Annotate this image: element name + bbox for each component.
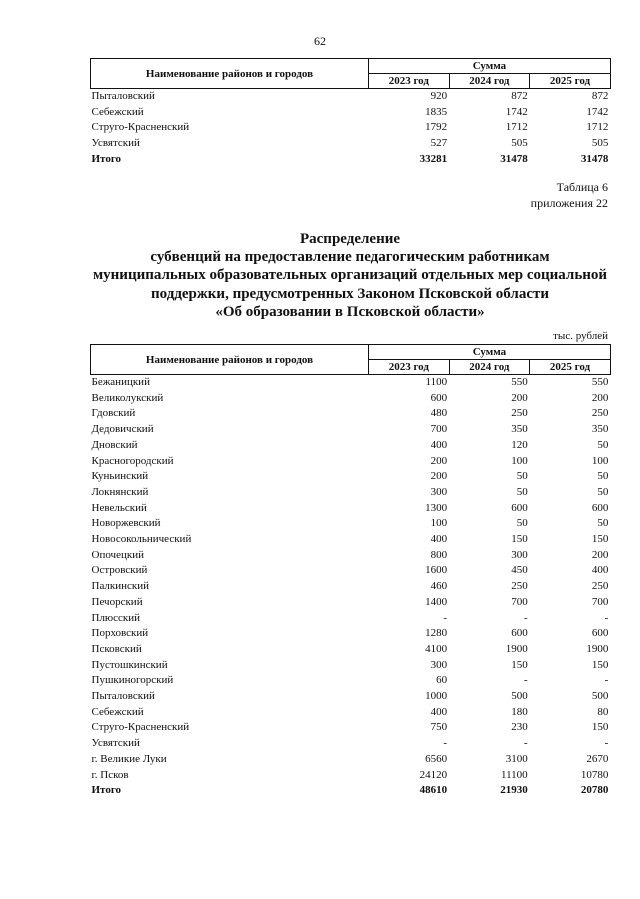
value-2025: 150 xyxy=(591,533,609,546)
value-2024: 100 xyxy=(511,454,528,467)
value-2025: 100 xyxy=(591,454,609,467)
page-number: 62 xyxy=(314,34,326,48)
district-name: Опочецкий xyxy=(91,548,144,561)
district-name: Итого xyxy=(91,152,122,165)
district-name: Себежский xyxy=(91,705,144,718)
value-2023: 1300 xyxy=(425,501,448,514)
value-2025: - xyxy=(604,674,609,687)
value-2023: 1600 xyxy=(425,564,448,577)
table-label: Таблица 6 xyxy=(556,180,608,194)
value-2025: 600 xyxy=(591,501,609,514)
value-2023: 1280 xyxy=(425,627,448,640)
value-2023: 33281 xyxy=(419,152,448,165)
value-2025: 500 xyxy=(591,690,609,703)
value-2023: 300 xyxy=(430,485,448,498)
column-header-sum: Сумма xyxy=(369,59,611,74)
table-row xyxy=(91,579,611,595)
value-2024: 600 xyxy=(511,627,528,640)
table-row xyxy=(91,501,611,517)
value-2023: 48610 xyxy=(419,784,448,797)
title-line: «Об образовании в Псковской области» xyxy=(215,303,485,320)
table-body xyxy=(91,89,611,168)
total-row xyxy=(91,152,611,168)
district-name: Новосокольнический xyxy=(91,533,192,546)
table-row xyxy=(91,406,611,422)
table-row xyxy=(91,626,611,642)
value-2023: - xyxy=(443,611,448,624)
table-row xyxy=(91,469,611,485)
district-name: Псковский xyxy=(91,642,142,655)
column-header-year: 2025 год xyxy=(530,360,611,375)
value-2024: 550 xyxy=(511,376,528,388)
value-2023: 400 xyxy=(430,533,448,546)
value-2024: 230 xyxy=(511,721,528,734)
column-header-name: Наименование районов и городов xyxy=(91,345,369,375)
value-2023: 400 xyxy=(430,705,448,718)
value-2025: 10780 xyxy=(580,768,609,781)
value-2024: 505 xyxy=(511,137,528,150)
district-name: Порховский xyxy=(91,627,149,640)
value-2023: 60 xyxy=(436,674,448,687)
column-header-year: 2023 год xyxy=(369,360,450,375)
value-2024: 3100 xyxy=(505,752,528,765)
table-row xyxy=(91,642,611,658)
table-row xyxy=(91,136,611,152)
title-line: Распределение xyxy=(299,231,401,247)
district-name: Усвятский xyxy=(91,137,140,150)
value-2025: 1712 xyxy=(586,121,609,134)
table-row xyxy=(91,548,611,564)
table-row xyxy=(91,673,611,689)
value-2024: - xyxy=(524,674,528,687)
value-2023: 600 xyxy=(430,391,448,404)
title-line: поддержки, предусмотренных Законом Псковской области xyxy=(151,285,549,302)
value-2024: 600 xyxy=(511,501,528,514)
table-row xyxy=(91,563,611,579)
district-name: Себежский xyxy=(91,105,144,118)
value-2024: 300 xyxy=(511,548,528,561)
district-name: Дедовичский xyxy=(91,423,154,436)
value-2025: 50 xyxy=(597,470,609,483)
value-2024: 50 xyxy=(516,470,528,483)
value-2024: 1742 xyxy=(505,105,528,118)
table-row xyxy=(91,391,611,407)
district-name: Гдовский xyxy=(91,407,136,420)
district-name: Печорский xyxy=(91,595,143,608)
table-row xyxy=(91,375,611,391)
value-2024: 50 xyxy=(516,485,528,498)
value-2023: 700 xyxy=(430,423,448,436)
table-body xyxy=(91,375,611,799)
value-2023: 1792 xyxy=(425,121,448,134)
value-2023: 300 xyxy=(430,658,448,671)
table-row xyxy=(91,105,611,121)
column-header-year: 2024 год xyxy=(449,360,530,375)
table-caption xyxy=(531,179,608,211)
value-2025: 600 xyxy=(591,627,609,640)
value-2023: 750 xyxy=(430,721,448,734)
district-name: Локнянский xyxy=(91,485,149,498)
value-2024: - xyxy=(524,737,528,750)
value-2025: 250 xyxy=(591,407,609,420)
table-row xyxy=(91,485,611,501)
value-2023: 1400 xyxy=(425,595,448,608)
value-2023: 200 xyxy=(430,454,448,467)
value-2024: 500 xyxy=(511,690,528,703)
value-2023: 4100 xyxy=(425,642,448,655)
title-line: субвенций на предоставление педагогическим работникам xyxy=(150,249,550,266)
value-2023: 1835 xyxy=(425,105,448,118)
value-2024: 1900 xyxy=(505,642,528,655)
district-name: Итого xyxy=(91,784,122,797)
subvention-table xyxy=(90,344,611,799)
value-2023: 24120 xyxy=(419,768,448,781)
value-2023: 100 xyxy=(430,517,448,530)
value-2024: 11100 xyxy=(501,768,528,781)
value-2024: 350 xyxy=(511,423,528,436)
total-row xyxy=(91,783,611,799)
table-row xyxy=(91,89,611,105)
value-2025: 1742 xyxy=(586,105,609,118)
district-name: г. Великие Луки xyxy=(91,752,167,765)
value-2024: 31478 xyxy=(500,152,528,165)
value-2024: 120 xyxy=(511,438,528,451)
value-2023: 920 xyxy=(430,90,448,102)
table-row xyxy=(91,720,611,736)
value-2024: 450 xyxy=(511,564,528,577)
table-row xyxy=(91,120,611,136)
value-2025: 400 xyxy=(591,564,609,577)
table-row xyxy=(91,516,611,532)
value-2024: 1712 xyxy=(505,121,528,134)
district-name: Новоржевский xyxy=(91,517,161,530)
district-name: Великолукский xyxy=(91,391,164,404)
column-header-year: 2023 год xyxy=(369,74,450,89)
district-name: Пыталовский xyxy=(91,690,155,703)
value-2023: 1100 xyxy=(425,376,448,388)
district-name: Усвятский xyxy=(91,737,140,750)
table-row xyxy=(91,422,611,438)
column-header-sum: Сумма xyxy=(369,345,611,360)
district-name: Пыталовский xyxy=(91,90,155,102)
value-2025: 550 xyxy=(591,376,609,388)
table-row xyxy=(91,658,611,674)
title-line: муниципальных образовательных организаций отдельных мер социальной xyxy=(92,267,608,284)
value-2023: - xyxy=(443,737,448,750)
table-row xyxy=(91,768,611,784)
value-2023: 527 xyxy=(430,137,448,150)
district-name: Пустошкинский xyxy=(91,658,168,671)
value-2024: 50 xyxy=(516,517,528,530)
district-name: Струго-Красненский xyxy=(91,121,190,134)
value-2025: 150 xyxy=(591,658,609,671)
district-name: г. Псков xyxy=(91,768,129,781)
units-label: тыс. рублей xyxy=(553,330,608,342)
table-row xyxy=(91,532,611,548)
value-2025: 31478 xyxy=(580,152,609,165)
value-2024: 180 xyxy=(511,705,528,718)
table-row xyxy=(91,736,611,752)
value-2025: 80 xyxy=(597,705,609,718)
table-row xyxy=(91,595,611,611)
value-2025: 200 xyxy=(591,391,609,404)
value-2025: 20780 xyxy=(580,784,609,797)
table-continued xyxy=(90,58,611,168)
column-header-year: 2025 год xyxy=(530,74,611,89)
value-2024: 250 xyxy=(511,580,528,593)
value-2023: 1000 xyxy=(425,690,448,703)
table-row xyxy=(91,611,611,627)
district-name: Красногородский xyxy=(91,454,174,467)
value-2025: 50 xyxy=(597,517,609,530)
district-name: Плюсский xyxy=(91,611,141,624)
value-2025: 2670 xyxy=(586,752,609,765)
value-2025: 50 xyxy=(597,485,609,498)
value-2023: 480 xyxy=(430,407,448,420)
value-2025: 505 xyxy=(591,137,609,150)
value-2023: 460 xyxy=(430,580,448,593)
value-2024: 872 xyxy=(511,90,528,102)
value-2025: 150 xyxy=(591,721,609,734)
district-name: Дновский xyxy=(91,438,138,451)
value-2025: - xyxy=(604,737,609,750)
table-row xyxy=(91,454,611,470)
table-row xyxy=(91,689,611,705)
value-2023: 400 xyxy=(430,438,448,451)
district-name: Струго-Красненский xyxy=(91,721,190,734)
value-2024: - xyxy=(524,611,528,624)
value-2024: 200 xyxy=(511,391,528,404)
value-2025: 1900 xyxy=(586,642,609,655)
value-2023: 800 xyxy=(430,548,448,561)
value-2025: 872 xyxy=(591,90,609,102)
district-name: Палкинский xyxy=(91,580,150,593)
value-2025: - xyxy=(604,611,609,624)
value-2025: 250 xyxy=(591,580,609,593)
value-2025: 200 xyxy=(591,548,609,561)
value-2024: 150 xyxy=(511,533,528,546)
value-2024: 700 xyxy=(511,595,528,608)
district-name: Невельский xyxy=(91,501,147,514)
value-2025: 350 xyxy=(591,423,609,436)
value-2023: 6560 xyxy=(425,752,448,765)
value-2024: 21930 xyxy=(500,784,528,797)
table-row xyxy=(91,752,611,768)
value-2025: 700 xyxy=(591,595,609,608)
district-name: Островский xyxy=(91,564,148,577)
table-row xyxy=(91,438,611,454)
column-header-name: Наименование районов и городов xyxy=(91,59,369,89)
value-2024: 250 xyxy=(511,407,528,420)
value-2024: 150 xyxy=(511,658,528,671)
district-name: Куньинский xyxy=(91,470,149,483)
value-2025: 50 xyxy=(597,438,609,451)
appendix-label: приложения 22 xyxy=(530,196,608,210)
column-header-year: 2024 год xyxy=(449,74,530,89)
table-row xyxy=(91,705,611,721)
district-name: Бежаницкий xyxy=(91,376,150,388)
district-name: Пушкиногорский xyxy=(91,674,174,687)
document-title xyxy=(70,230,630,321)
value-2023: 200 xyxy=(430,470,448,483)
